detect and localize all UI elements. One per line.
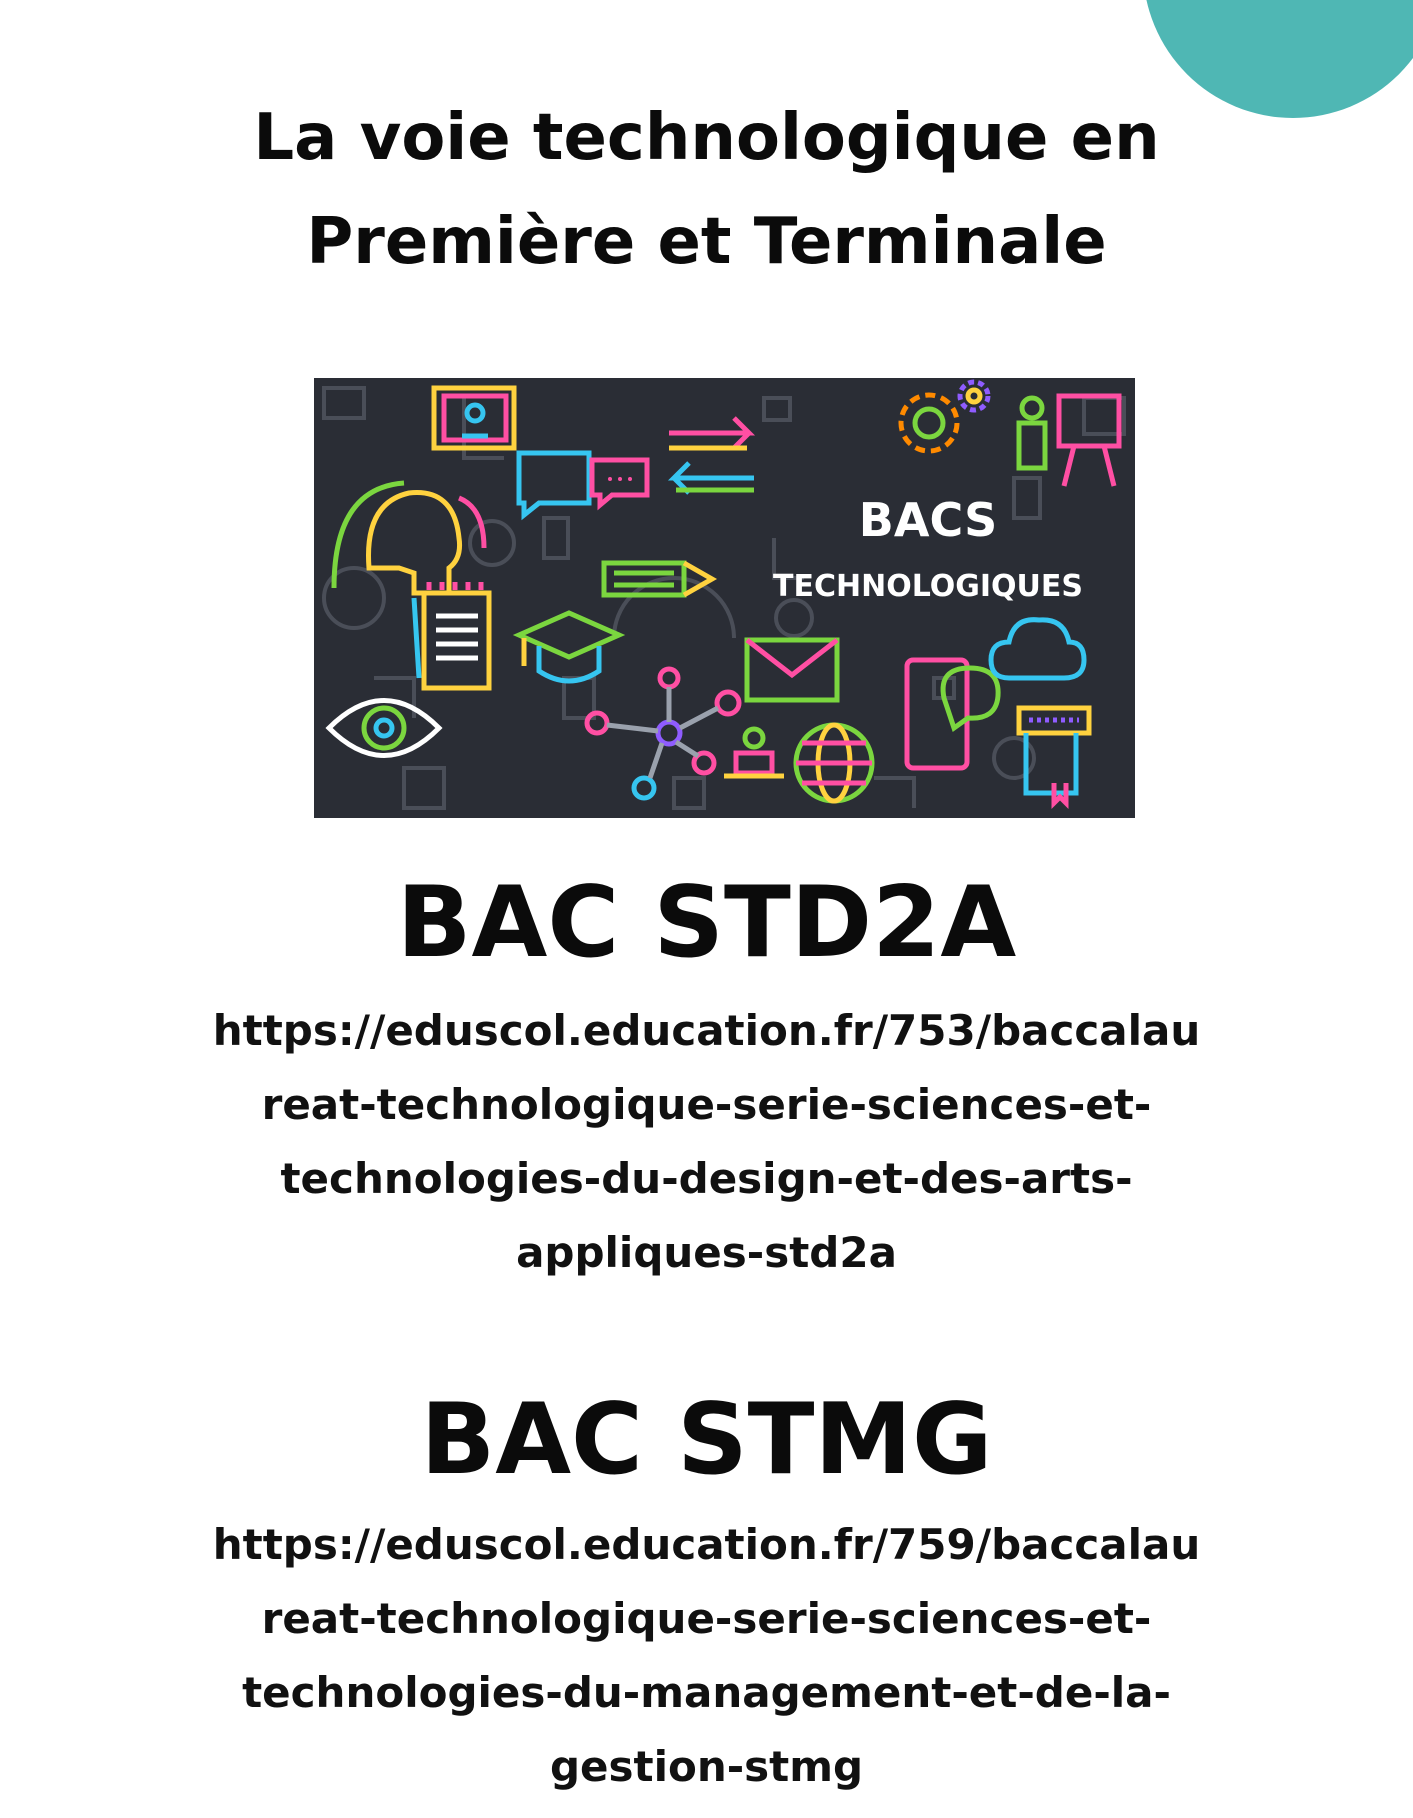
chat-bubble-icon bbox=[519, 453, 647, 515]
user-icon bbox=[724, 729, 784, 776]
banner-heading: BACS bbox=[858, 493, 998, 547]
notepad-icon bbox=[414, 582, 489, 688]
stmg-link[interactable]: https://eduscol.education.fr/759/baccalau reat-technologique-serie-sciences-et- technologies-du-management-et-de-la- gestion-stmg bbox=[212, 1520, 1201, 1791]
banner-illustration bbox=[314, 378, 1135, 818]
network-icon bbox=[587, 669, 739, 798]
page-title-line-1: La voie technologique en bbox=[253, 101, 1160, 175]
arrows-icon bbox=[669, 418, 754, 493]
teacher-board-icon bbox=[1019, 396, 1119, 486]
globe-icon bbox=[796, 725, 872, 801]
bacs-technologiques-banner bbox=[314, 378, 1135, 818]
head-profile-icon bbox=[334, 483, 484, 593]
std2a-link[interactable]: https://eduscol.education.fr/753/baccalau reat-technologique-serie-sciences-et- technologies-du-design-et-des-arts- appliques-std2a bbox=[212, 1006, 1201, 1277]
graduation-cap-icon bbox=[519, 613, 619, 681]
section-heading-stmg: BAC STMG bbox=[420, 1383, 993, 1497]
banner-subheading: TECHNOLOGIQUES bbox=[773, 569, 1083, 604]
scroll-icon bbox=[1019, 708, 1089, 803]
page-title bbox=[0, 86, 1413, 294]
cloud-icon bbox=[991, 620, 1084, 678]
page-title-line-2: Première et Terminale bbox=[306, 205, 1107, 279]
gear-icon bbox=[901, 382, 988, 451]
eye-icon bbox=[329, 701, 439, 756]
monitor-icon bbox=[434, 388, 514, 448]
section-heading-std2a: BAC STD2A bbox=[396, 866, 1017, 980]
envelope-icon bbox=[747, 640, 837, 700]
